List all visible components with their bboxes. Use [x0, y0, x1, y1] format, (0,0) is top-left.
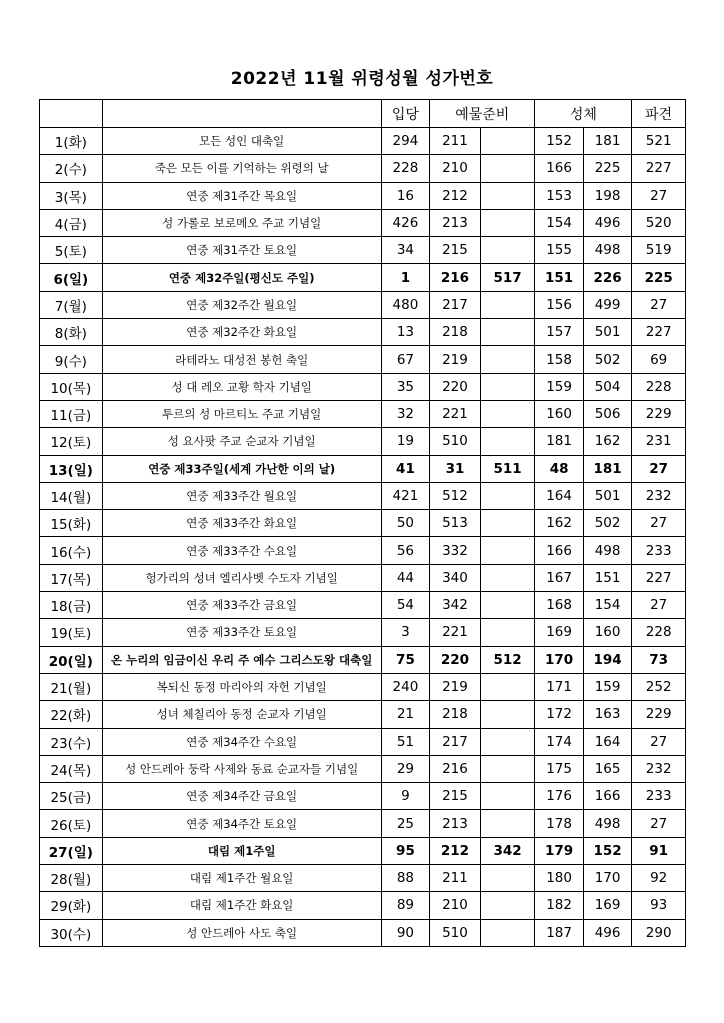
- offertory-hymn-1-cell: 217: [430, 291, 481, 318]
- dismissal-hymn-cell: 520: [632, 209, 686, 236]
- day-cell: 18(금): [40, 592, 103, 619]
- communion-hymn-2-cell: 502: [583, 510, 632, 537]
- celebration-cell: 연중 제32주일(평신도 주일): [102, 264, 381, 291]
- offertory-hymn-1-cell: 216: [430, 264, 481, 291]
- dismissal-hymn-cell: 73: [632, 646, 686, 673]
- celebration-cell: 대림 제1주간 화요일: [102, 892, 381, 919]
- table-row: [40, 919, 686, 946]
- table-row: [40, 510, 686, 537]
- celebration-cell: 연중 제31주간 토요일: [102, 237, 381, 264]
- offertory-hymn-1-cell: 210: [430, 155, 481, 182]
- dismissal-hymn-cell: 225: [632, 264, 686, 291]
- offertory-hymn-1-cell: 219: [430, 346, 481, 373]
- communion-hymn-1-cell: 180: [535, 865, 584, 892]
- offertory-hymn-2-cell: [480, 728, 535, 755]
- communion-hymn-1-cell: 160: [535, 400, 584, 427]
- table-row: [40, 728, 686, 755]
- offertory-hymn-2-cell: [480, 564, 535, 591]
- day-cell: 3(목): [40, 182, 103, 209]
- entrance-hymn-cell: 1: [381, 264, 430, 291]
- entrance-hymn-cell: 50: [381, 510, 430, 537]
- entrance-hymn-cell: 19: [381, 428, 430, 455]
- offertory-hymn-1-cell: 221: [430, 400, 481, 427]
- day-cell: 2(수): [40, 155, 103, 182]
- communion-hymn-1-cell: 174: [535, 728, 584, 755]
- communion-hymn-1-cell: 167: [535, 564, 584, 591]
- table-row: [40, 319, 686, 346]
- offertory-hymn-1-cell: 513: [430, 510, 481, 537]
- offertory-hymn-2-cell: [480, 919, 535, 946]
- table-row: [40, 673, 686, 700]
- day-cell: 15(화): [40, 510, 103, 537]
- celebration-cell: 연중 제34주간 금요일: [102, 783, 381, 810]
- offertory-hymn-2-cell: [480, 510, 535, 537]
- table-row: [40, 755, 686, 782]
- offertory-hymn-2-cell: [480, 400, 535, 427]
- communion-hymn-2-cell: 501: [583, 482, 632, 509]
- offertory-hymn-2-cell: [480, 755, 535, 782]
- offertory-hymn-2-cell: [480, 373, 535, 400]
- communion-hymn-2-cell: 499: [583, 291, 632, 318]
- offertory-hymn-1-cell: 211: [430, 865, 481, 892]
- dismissal-hymn-cell: 229: [632, 701, 686, 728]
- celebration-cell: 성녀 체칠리아 동정 순교자 기념일: [102, 701, 381, 728]
- communion-hymn-2-cell: 194: [583, 646, 632, 673]
- offertory-hymn-2-cell: 342: [480, 837, 535, 864]
- communion-hymn-1-cell: 166: [535, 537, 584, 564]
- day-cell: 10(목): [40, 373, 103, 400]
- celebration-cell: 연중 제32주간 월요일: [102, 291, 381, 318]
- celebration-cell: 연중 제33주일(세계 가난한 이의 날): [102, 455, 381, 482]
- communion-hymn-2-cell: 154: [583, 592, 632, 619]
- entrance-hymn-cell: 56: [381, 537, 430, 564]
- dismissal-hymn-cell: 27: [632, 510, 686, 537]
- communion-hymn-1-cell: 182: [535, 892, 584, 919]
- day-cell: 22(화): [40, 701, 103, 728]
- dismissal-hymn-cell: 27: [632, 810, 686, 837]
- day-cell: 23(수): [40, 728, 103, 755]
- celebration-cell: 연중 제33주간 월요일: [102, 482, 381, 509]
- dismissal-hymn-cell: 91: [632, 837, 686, 864]
- offertory-hymn-1-cell: 219: [430, 673, 481, 700]
- communion-hymn-1-cell: 169: [535, 619, 584, 646]
- table-row: [40, 209, 686, 236]
- celebration-cell: 대림 제1주간 월요일: [102, 865, 381, 892]
- offertory-hymn-1-cell: 218: [430, 319, 481, 346]
- offertory-hymn-2-cell: [480, 237, 535, 264]
- offertory-hymn-2-cell: [480, 619, 535, 646]
- header-offertory: 예물준비: [430, 100, 535, 128]
- celebration-cell: 연중 제33주간 토요일: [102, 619, 381, 646]
- communion-hymn-2-cell: 170: [583, 865, 632, 892]
- offertory-hymn-2-cell: [480, 892, 535, 919]
- celebration-cell: 성 요사팟 주교 순교자 기념일: [102, 428, 381, 455]
- entrance-hymn-cell: 51: [381, 728, 430, 755]
- table-row: [40, 346, 686, 373]
- offertory-hymn-1-cell: 217: [430, 728, 481, 755]
- offertory-hymn-2-cell: 511: [480, 455, 535, 482]
- offertory-hymn-1-cell: 215: [430, 783, 481, 810]
- table-row: [40, 128, 686, 155]
- communion-hymn-1-cell: 157: [535, 319, 584, 346]
- day-cell: 13(일): [40, 455, 103, 482]
- celebration-cell: 복되신 동정 마리아의 자헌 기념일: [102, 673, 381, 700]
- communion-hymn-2-cell: 502: [583, 346, 632, 373]
- celebration-cell: 연중 제31주간 목요일: [102, 182, 381, 209]
- header-dismissal: 파견: [632, 100, 686, 128]
- celebration-cell: 성 대 레오 교황 학자 기념일: [102, 373, 381, 400]
- offertory-hymn-2-cell: [480, 537, 535, 564]
- entrance-hymn-cell: 240: [381, 673, 430, 700]
- communion-hymn-2-cell: 498: [583, 810, 632, 837]
- header-row: [40, 100, 686, 128]
- dismissal-hymn-cell: 27: [632, 728, 686, 755]
- entrance-hymn-cell: 44: [381, 564, 430, 591]
- dismissal-hymn-cell: 229: [632, 400, 686, 427]
- offertory-hymn-1-cell: 220: [430, 373, 481, 400]
- communion-hymn-1-cell: 179: [535, 837, 584, 864]
- communion-hymn-1-cell: 171: [535, 673, 584, 700]
- communion-hymn-2-cell: 164: [583, 728, 632, 755]
- celebration-cell: 온 누리의 임금이신 우리 주 예수 그리스도왕 대축일: [102, 646, 381, 673]
- table-row: [40, 400, 686, 427]
- header-communion: 성체: [535, 100, 632, 128]
- offertory-hymn-2-cell: [480, 209, 535, 236]
- header-day: [40, 100, 103, 128]
- dismissal-hymn-cell: 27: [632, 291, 686, 318]
- entrance-hymn-cell: 95: [381, 837, 430, 864]
- communion-hymn-1-cell: 178: [535, 810, 584, 837]
- communion-hymn-1-cell: 176: [535, 783, 584, 810]
- table-row: [40, 155, 686, 182]
- celebration-cell: 성 안드레아 둥락 사제와 동료 순교자들 기념일: [102, 755, 381, 782]
- table-row: [40, 865, 686, 892]
- communion-hymn-1-cell: 155: [535, 237, 584, 264]
- day-cell: 24(목): [40, 755, 103, 782]
- table-row: [40, 482, 686, 509]
- entrance-hymn-cell: 67: [381, 346, 430, 373]
- offertory-hymn-1-cell: 216: [430, 755, 481, 782]
- communion-hymn-1-cell: 152: [535, 128, 584, 155]
- communion-hymn-2-cell: 226: [583, 264, 632, 291]
- communion-hymn-2-cell: 152: [583, 837, 632, 864]
- day-cell: 19(토): [40, 619, 103, 646]
- celebration-cell: 연중 제34주간 토요일: [102, 810, 381, 837]
- day-cell: 21(월): [40, 673, 103, 700]
- entrance-hymn-cell: 89: [381, 892, 430, 919]
- celebration-cell: 연중 제34주간 수요일: [102, 728, 381, 755]
- offertory-hymn-2-cell: [480, 592, 535, 619]
- celebration-cell: 죽은 모든 이를 기억하는 위령의 날: [102, 155, 381, 182]
- entrance-hymn-cell: 16: [381, 182, 430, 209]
- communion-hymn-1-cell: 156: [535, 291, 584, 318]
- offertory-hymn-2-cell: [480, 291, 535, 318]
- table-row: [40, 564, 686, 591]
- hymn-table: [39, 99, 686, 947]
- entrance-hymn-cell: 29: [381, 755, 430, 782]
- table-row: [40, 592, 686, 619]
- offertory-hymn-2-cell: [480, 128, 535, 155]
- communion-hymn-1-cell: 153: [535, 182, 584, 209]
- entrance-hymn-cell: 34: [381, 237, 430, 264]
- dismissal-hymn-cell: 232: [632, 755, 686, 782]
- communion-hymn-2-cell: 181: [583, 455, 632, 482]
- entrance-hymn-cell: 25: [381, 810, 430, 837]
- dismissal-hymn-cell: 233: [632, 537, 686, 564]
- table-row: [40, 455, 686, 482]
- entrance-hymn-cell: 35: [381, 373, 430, 400]
- day-cell: 6(일): [40, 264, 103, 291]
- offertory-hymn-1-cell: 340: [430, 564, 481, 591]
- day-cell: 8(화): [40, 319, 103, 346]
- offertory-hymn-2-cell: [480, 319, 535, 346]
- table-row: [40, 537, 686, 564]
- communion-hymn-2-cell: 498: [583, 237, 632, 264]
- offertory-hymn-1-cell: 211: [430, 128, 481, 155]
- communion-hymn-1-cell: 168: [535, 592, 584, 619]
- day-cell: 1(화): [40, 128, 103, 155]
- dismissal-hymn-cell: 231: [632, 428, 686, 455]
- page-title: 2022년 11월 위령성월 성가번호: [230, 69, 494, 89]
- communion-hymn-2-cell: 159: [583, 673, 632, 700]
- table-row: [40, 646, 686, 673]
- communion-hymn-2-cell: 151: [583, 564, 632, 591]
- entrance-hymn-cell: 426: [381, 209, 430, 236]
- communion-hymn-1-cell: 166: [535, 155, 584, 182]
- offertory-hymn-1-cell: 213: [430, 209, 481, 236]
- offertory-hymn-2-cell: [480, 428, 535, 455]
- offertory-hymn-2-cell: [480, 783, 535, 810]
- dismissal-hymn-cell: 290: [632, 919, 686, 946]
- day-cell: 4(금): [40, 209, 103, 236]
- celebration-cell: 성 가롤로 보로메오 주교 기념일: [102, 209, 381, 236]
- day-cell: 11(금): [40, 400, 103, 427]
- day-cell: 26(토): [40, 810, 103, 837]
- dismissal-hymn-cell: 228: [632, 619, 686, 646]
- offertory-hymn-2-cell: [480, 673, 535, 700]
- communion-hymn-1-cell: 162: [535, 510, 584, 537]
- communion-hymn-1-cell: 164: [535, 482, 584, 509]
- communion-hymn-2-cell: 496: [583, 209, 632, 236]
- celebration-cell: 모든 성인 대축일: [102, 128, 381, 155]
- communion-hymn-2-cell: 165: [583, 755, 632, 782]
- entrance-hymn-cell: 90: [381, 919, 430, 946]
- hymn-table-body: [40, 100, 686, 947]
- offertory-hymn-2-cell: [480, 482, 535, 509]
- offertory-hymn-2-cell: [480, 701, 535, 728]
- dismissal-hymn-cell: 27: [632, 182, 686, 209]
- offertory-hymn-2-cell: 512: [480, 646, 535, 673]
- celebration-cell: 헝가리의 성녀 엘리사벳 수도자 기념일: [102, 564, 381, 591]
- offertory-hymn-1-cell: 332: [430, 537, 481, 564]
- communion-hymn-2-cell: 225: [583, 155, 632, 182]
- communion-hymn-1-cell: 154: [535, 209, 584, 236]
- communion-hymn-1-cell: 181: [535, 428, 584, 455]
- day-cell: 29(화): [40, 892, 103, 919]
- communion-hymn-2-cell: 504: [583, 373, 632, 400]
- table-row: [40, 264, 686, 291]
- day-cell: 14(월): [40, 482, 103, 509]
- entrance-hymn-cell: 21: [381, 701, 430, 728]
- entrance-hymn-cell: 9: [381, 783, 430, 810]
- entrance-hymn-cell: 75: [381, 646, 430, 673]
- communion-hymn-1-cell: 170: [535, 646, 584, 673]
- day-cell: 28(월): [40, 865, 103, 892]
- offertory-hymn-2-cell: [480, 810, 535, 837]
- dismissal-hymn-cell: 27: [632, 592, 686, 619]
- communion-hymn-1-cell: 48: [535, 455, 584, 482]
- day-cell: 20(일): [40, 646, 103, 673]
- entrance-hymn-cell: 3: [381, 619, 430, 646]
- dismissal-hymn-cell: 92: [632, 865, 686, 892]
- celebration-cell: 성 안드레아 사도 축일: [102, 919, 381, 946]
- dismissal-hymn-cell: 519: [632, 237, 686, 264]
- communion-hymn-2-cell: 163: [583, 701, 632, 728]
- day-cell: 7(월): [40, 291, 103, 318]
- dismissal-hymn-cell: 252: [632, 673, 686, 700]
- communion-hymn-2-cell: 160: [583, 619, 632, 646]
- offertory-hymn-1-cell: 510: [430, 428, 481, 455]
- communion-hymn-2-cell: 198: [583, 182, 632, 209]
- celebration-cell: 대림 제1주일: [102, 837, 381, 864]
- communion-hymn-2-cell: 498: [583, 537, 632, 564]
- offertory-hymn-1-cell: 213: [430, 810, 481, 837]
- communion-hymn-1-cell: 172: [535, 701, 584, 728]
- table-row: [40, 182, 686, 209]
- dismissal-hymn-cell: 93: [632, 892, 686, 919]
- table-row: [40, 619, 686, 646]
- communion-hymn-2-cell: 162: [583, 428, 632, 455]
- offertory-hymn-2-cell: [480, 182, 535, 209]
- offertory-hymn-2-cell: 517: [480, 264, 535, 291]
- day-cell: 5(토): [40, 237, 103, 264]
- offertory-hymn-2-cell: [480, 346, 535, 373]
- entrance-hymn-cell: 41: [381, 455, 430, 482]
- entrance-hymn-cell: 421: [381, 482, 430, 509]
- communion-hymn-2-cell: 181: [583, 128, 632, 155]
- celebration-cell: 투르의 성 마르티노 주교 기념일: [102, 400, 381, 427]
- communion-hymn-2-cell: 166: [583, 783, 632, 810]
- table-row: [40, 783, 686, 810]
- offertory-hymn-2-cell: [480, 155, 535, 182]
- day-cell: 27(일): [40, 837, 103, 864]
- day-cell: 9(수): [40, 346, 103, 373]
- celebration-cell: 연중 제33주간 수요일: [102, 537, 381, 564]
- communion-hymn-2-cell: 506: [583, 400, 632, 427]
- day-cell: 30(수): [40, 919, 103, 946]
- entrance-hymn-cell: 88: [381, 865, 430, 892]
- communion-hymn-2-cell: 501: [583, 319, 632, 346]
- communion-hymn-1-cell: 187: [535, 919, 584, 946]
- communion-hymn-2-cell: 169: [583, 892, 632, 919]
- header-entrance: 입당: [381, 100, 430, 128]
- table-row: [40, 837, 686, 864]
- offertory-hymn-1-cell: 218: [430, 701, 481, 728]
- entrance-hymn-cell: 228: [381, 155, 430, 182]
- celebration-cell: 연중 제33주간 화요일: [102, 510, 381, 537]
- dismissal-hymn-cell: 228: [632, 373, 686, 400]
- offertory-hymn-1-cell: 342: [430, 592, 481, 619]
- table-row: [40, 373, 686, 400]
- table-row: [40, 892, 686, 919]
- entrance-hymn-cell: 480: [381, 291, 430, 318]
- day-cell: 25(금): [40, 783, 103, 810]
- entrance-hymn-cell: 32: [381, 400, 430, 427]
- day-cell: 16(수): [40, 537, 103, 564]
- table-row: [40, 810, 686, 837]
- offertory-hymn-1-cell: 510: [430, 919, 481, 946]
- offertory-hymn-1-cell: 221: [430, 619, 481, 646]
- offertory-hymn-1-cell: 220: [430, 646, 481, 673]
- celebration-cell: 연중 제33주간 금요일: [102, 592, 381, 619]
- offertory-hymn-1-cell: 210: [430, 892, 481, 919]
- dismissal-hymn-cell: 233: [632, 783, 686, 810]
- dismissal-hymn-cell: 69: [632, 346, 686, 373]
- day-cell: 12(토): [40, 428, 103, 455]
- entrance-hymn-cell: 13: [381, 319, 430, 346]
- table-row: [40, 428, 686, 455]
- communion-hymn-1-cell: 159: [535, 373, 584, 400]
- day-cell: 17(목): [40, 564, 103, 591]
- dismissal-hymn-cell: 521: [632, 128, 686, 155]
- dismissal-hymn-cell: 232: [632, 482, 686, 509]
- offertory-hymn-1-cell: 512: [430, 482, 481, 509]
- table-row: [40, 701, 686, 728]
- offertory-hymn-1-cell: 215: [430, 237, 481, 264]
- offertory-hymn-1-cell: 212: [430, 837, 481, 864]
- dismissal-hymn-cell: 227: [632, 155, 686, 182]
- header-name: [102, 100, 381, 128]
- dismissal-hymn-cell: 27: [632, 455, 686, 482]
- offertory-hymn-1-cell: 212: [430, 182, 481, 209]
- dismissal-hymn-cell: 227: [632, 319, 686, 346]
- entrance-hymn-cell: 294: [381, 128, 430, 155]
- offertory-hymn-1-cell: 31: [430, 455, 481, 482]
- communion-hymn-1-cell: 151: [535, 264, 584, 291]
- celebration-cell: 라테라노 대성전 봉헌 축일: [102, 346, 381, 373]
- communion-hymn-1-cell: 175: [535, 755, 584, 782]
- celebration-cell: 연중 제32주간 화요일: [102, 319, 381, 346]
- communion-hymn-1-cell: 158: [535, 346, 584, 373]
- table-row: [40, 291, 686, 318]
- table-row: [40, 237, 686, 264]
- communion-hymn-2-cell: 496: [583, 919, 632, 946]
- dismissal-hymn-cell: 227: [632, 564, 686, 591]
- entrance-hymn-cell: 54: [381, 592, 430, 619]
- offertory-hymn-2-cell: [480, 865, 535, 892]
